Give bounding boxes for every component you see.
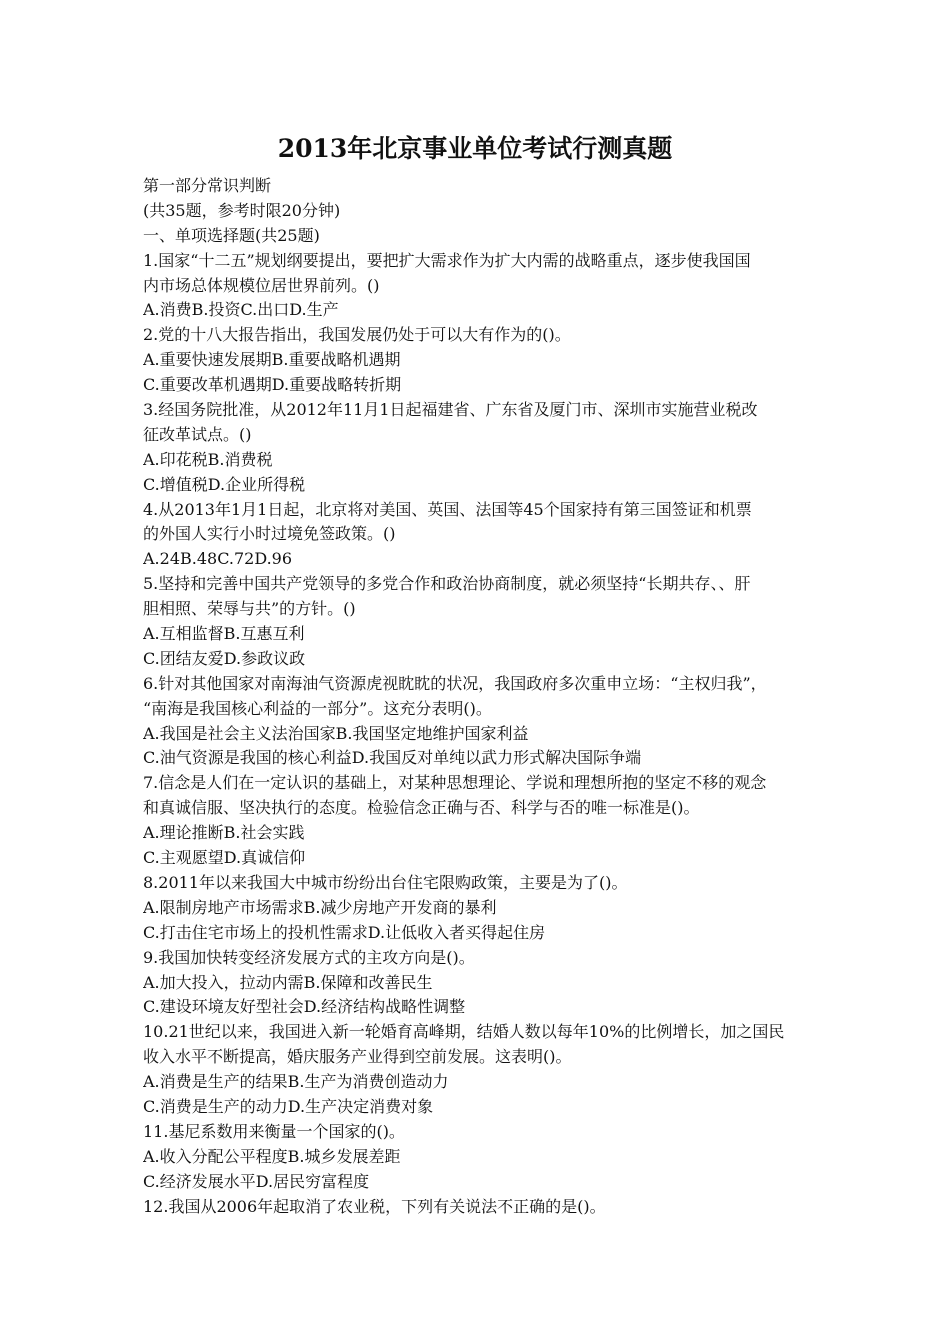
text-line: “南海是我国核心利益的一部分”。这充分表明()。 [143,698,492,718]
text-line: C.消费是生产的动力D.生产决定消费对象 [143,1096,434,1116]
text-line: C.重要改革机遇期D.重要战略转折期 [143,375,402,395]
text-line: 的外国人实行小时过境免签政策。() [143,524,396,544]
text-line: A.重要快速发展期B.重要战略机遇期 [143,350,401,370]
text-line: 12.我国从2006年起取消了农业税，下列有关说法不正确的是()。 [143,1196,606,1216]
text-line: 6.针对其他国家对南海油气资源虎视眈眈的状况，我国政府多次重申立场：“主权归我”， [143,673,767,693]
text-line: C.团结友爱D.参政议政 [143,648,306,668]
text-line: 9.我国加快转变经济发展方式的主攻方向是()。 [143,947,475,967]
text-line: A.消费B.投资C.出口D.生产 [143,300,339,320]
text-line: 和真诚信服、坚决执行的态度。检验信念正确与否、科学与否的唯一标准是()。 [143,798,700,818]
text-line: A.限制房地产市场需求B.减少房地产开发商的暴利 [143,897,497,917]
text-line: 1.国家“十二五”规划纲要提出，要把扩大需求作为扩大内需的战略重点，逐步使我国国 [143,250,751,270]
text-line: 11.基尼系数用来衡量一个国家的()。 [143,1121,405,1141]
text-line: A.理论推断B.社会实践 [143,823,305,843]
text-line: 胆相照、荣辱与共”的方针。() [143,599,356,619]
text-line: C.打击住宅市场上的投机性需求D.让低收入者买得起住房 [143,922,546,942]
text-line: A.加大投入，拉动内需B.保障和改善民生 [143,972,433,992]
text-line: (共35题，参考时限20分钟) [143,200,341,220]
document-body [143,174,811,1219]
text-line: 征改革试点。() [143,424,252,444]
text-line: 7.信念是人们在一定认识的基础上，对某种思想理论、学说和理想所抱的坚定不移的观念 [143,773,767,793]
text-line: 2.党的十八大报告指出，我国发展仍处于可以大有作为的()。 [143,325,571,345]
page-title: 2013年北京事业单位考试行测真题 [277,134,673,163]
text-line: A.24B.48C.72D.96 [143,549,293,569]
text-line: 内市场总体规模位居世界前列。() [143,275,380,295]
text-line: A.收入分配公平程度B.城乡发展差距 [143,1146,401,1166]
text-line: 10.21世纪以来，我国进入新一轮婚育高峰期，结婚人数以每年10%的比例增长，加之国民 [143,1022,785,1042]
text-line: 4.从2013年1月1日起，北京将对美国、英国、法国等45个国家持有第三国签证和机票 [143,499,752,519]
text-line: C.经济发展水平D.居民穷富程度 [143,1171,370,1191]
text-line: C.建设环境友好型社会D.经济结构战略性调整 [143,997,466,1017]
text-line: A.我国是社会主义法治国家B.我国坚定地维护国家利益 [143,723,529,743]
text-line: A.印花税B.消费税 [143,449,273,469]
text-line: 第一部分常识判断 [143,176,272,195]
text-line: 3.经国务院批准，从2012年11月1日起福建省、广东省及厦门市、深圳市实施营业税改 [143,400,758,420]
text-line: C.主观愿望D.真诚信仰 [143,848,306,868]
text-line: 8.2011年以来我国大中城市纷纷出台住宅限购政策，主要是为了()。 [143,872,628,892]
text-line: C.增值税D.企业所得税 [143,474,306,494]
text-line: 收入水平不断提高，婚庆服务产业得到空前发展。这表明()。 [143,1047,572,1067]
text-line: A.消费是生产的结果B.生产为消费创造动力 [143,1072,449,1092]
text-line: A.互相监督B.互惠互利 [143,624,305,644]
text-line: 一、单项选择题(共25题) [143,225,320,245]
text-line: 5.坚持和完善中国共产党领导的多党合作和政治协商制度，就必须坚持“长期共存、、肝 [143,574,751,594]
text-line: C.油气资源是我国的核心利益D.我国反对单纯以武力形式解决国际争端 [143,748,642,768]
